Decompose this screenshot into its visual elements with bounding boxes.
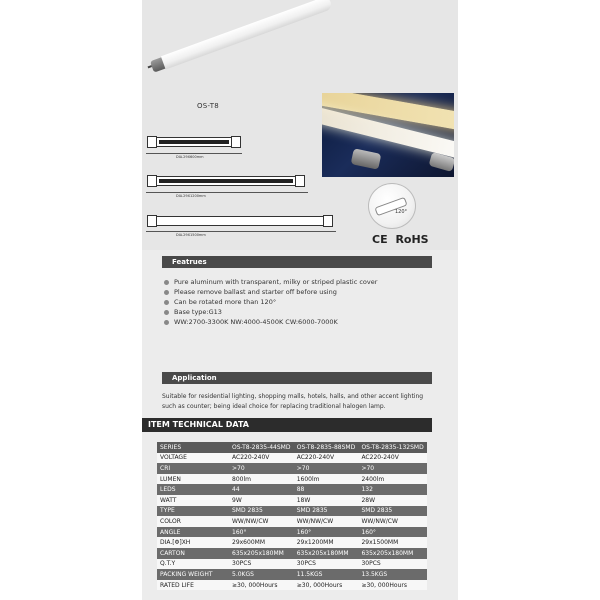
spec-row [157, 527, 427, 538]
spec-value-cell: ≥30, 000Hours [229, 580, 294, 591]
spec-row [157, 548, 427, 559]
spec-label-cell: PACKING WEIGHT [157, 569, 229, 580]
spec-value-cell: 160° [229, 527, 294, 538]
certification-marks [372, 233, 433, 246]
spec-label-cell: CRI [157, 463, 229, 474]
spec-value-cell: 5.0KGS [229, 569, 294, 580]
spec-row [157, 516, 427, 527]
spec-row [157, 580, 427, 591]
spec-value-cell: WW/NW/CW [358, 516, 427, 527]
spec-label-cell: LEDS [157, 484, 229, 495]
spec-row [157, 569, 427, 580]
spec-row [157, 453, 427, 464]
spec-value-cell: SMD 2835 [358, 506, 427, 517]
dim-label: DIA.29X1200mm [176, 194, 206, 198]
lit-tubes-photo [322, 93, 454, 177]
feature-item: Can be rotated more than 120° [164, 297, 434, 307]
spec-value-cell: 635x205x180MM [294, 548, 359, 559]
features-list [164, 277, 434, 327]
ce-mark: CE [372, 233, 388, 246]
spec-value-cell: 11.5KGS [294, 569, 359, 580]
feature-item: WW:2700-3300K NW:4000-4500K CW:6000-7000K [164, 317, 434, 327]
product-sheet [142, 0, 458, 600]
spec-header-cell: OS-T8-2835-44SMD [229, 442, 294, 453]
spec-value-cell: SMD 2835 [229, 506, 294, 517]
dim-label: DIA.29X600mm [176, 155, 204, 159]
spec-value-cell: 9W [229, 495, 294, 506]
spec-value-cell: >70 [229, 463, 294, 474]
technical-data-title: ITEM TECHNICAL DATA [142, 418, 432, 432]
spec-value-cell: ≥30, 000Hours [294, 580, 359, 591]
features-heading: Featrues [162, 256, 432, 268]
spec-value-cell: 30PCS [229, 559, 294, 570]
spec-row [157, 474, 427, 485]
spec-value-cell: ≥30, 000Hours [358, 580, 427, 591]
spec-value-cell: 800lm [229, 474, 294, 485]
spec-header-row [157, 442, 427, 453]
dim-label: DIA.29X1500mm [176, 233, 206, 237]
spec-label-cell: VOLTAGE [157, 453, 229, 464]
spec-row [157, 559, 427, 570]
spec-value-cell: WW/NW/CW [294, 516, 359, 527]
spec-value-cell: AC220-240V [229, 453, 294, 464]
spec-label-cell: WATT [157, 495, 229, 506]
spec-value-cell: SMD 2835 [294, 506, 359, 517]
spec-value-cell: 2400lm [358, 474, 427, 485]
feature-item: Base type:G13 [164, 307, 434, 317]
model-label: OS-T8 [197, 102, 220, 110]
spec-value-cell: 29x600MM [229, 537, 294, 548]
spec-label-cell: RATED LIFE [157, 580, 229, 591]
spec-label-cell: COLOR [157, 516, 229, 527]
spec-value-cell: 30PCS [358, 559, 427, 570]
application-heading: Application [162, 372, 432, 384]
spec-value-cell: >70 [294, 463, 359, 474]
spec-value-cell: 635x205x180MM [358, 548, 427, 559]
spec-value-cell: 18W [294, 495, 359, 506]
spec-value-cell: AC220-240V [294, 453, 359, 464]
spec-header-cell: OS-T8-2835-88SMD [294, 442, 359, 453]
rohs-mark: RoHS [395, 233, 429, 246]
spec-value-cell: 160° [294, 527, 359, 538]
spec-value-cell: AC220-240V [358, 453, 427, 464]
spec-table [157, 442, 427, 590]
spec-label-cell: DIA.[Φ]XH [157, 537, 229, 548]
rotation-angle-icon [368, 183, 416, 229]
spec-value-cell: 28W [358, 495, 427, 506]
spec-value-cell: >70 [358, 463, 427, 474]
spec-label-cell: ANGLE [157, 527, 229, 538]
spec-value-cell: 29x1200MM [294, 537, 359, 548]
spec-row [157, 537, 427, 548]
spec-value-cell: 160° [358, 527, 427, 538]
spec-label-cell: LUMEN [157, 474, 229, 485]
spec-row [157, 463, 427, 474]
feature-item: Pure aluminum with transparent, milky or striped plastic cover [164, 277, 434, 287]
spec-label-cell: CARTON [157, 548, 229, 559]
angle-label: 120° [395, 209, 408, 215]
spec-value-cell: 44 [229, 484, 294, 495]
application-text: Suitable for residential lighting, shopping malls, hotels, halls, and other accent lighting such as counter; being ideal choice for replacing traditional halogen lamp. [162, 393, 424, 410]
spec-row [157, 495, 427, 506]
spec-header-cell: OS-T8-2835-132SMD [358, 442, 427, 453]
spec-value-cell: 132 [358, 484, 427, 495]
spec-value-cell: 635x205x180MM [229, 548, 294, 559]
spec-value-cell: 88 [294, 484, 359, 495]
spec-label-cell: TYPE [157, 506, 229, 517]
spec-label-cell: Q.T.Y [157, 559, 229, 570]
spec-header-cell: SERIES [157, 442, 229, 453]
spec-value-cell: 29x1500MM [358, 537, 427, 548]
spec-row [157, 506, 427, 517]
feature-item: Please remove ballast and starter off before using [164, 287, 434, 297]
spec-value-cell: 30PCS [294, 559, 359, 570]
spec-value-cell: 1600lm [294, 474, 359, 485]
spec-value-cell: WW/NW/CW [229, 516, 294, 527]
spec-value-cell: 13.5KGS [358, 569, 427, 580]
spec-row [157, 484, 427, 495]
